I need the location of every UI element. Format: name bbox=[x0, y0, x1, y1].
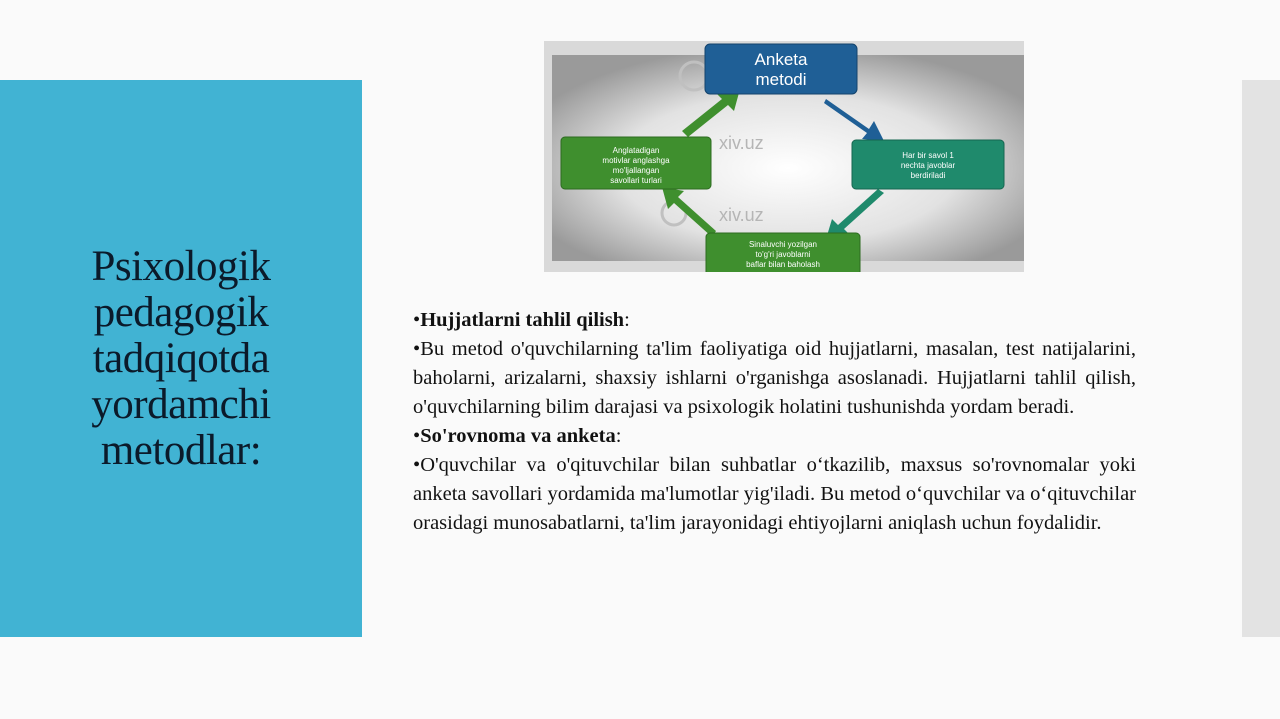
bottom-box-line1: Sinaluvchi yozilgan bbox=[748, 240, 818, 249]
item2-paragraph: •O'quvchilar va o'qituvchilar bilan suhbatlar o‘tkazilib, maxsus so'rovnomalar yoki anketa savollari yordamida ma'lumotlar yig'iladi. Bu metod o‘quvchilar va o‘qituvchilar orasidagi munosabatlarni, ta'lim jarayonidagi ehtiyojlarni aniqlash uchun foydalidir. bbox=[413, 454, 1136, 534]
item2-heading-line: •So'rovnoma va anketa: bbox=[413, 425, 622, 447]
content-text bbox=[413, 306, 1136, 538]
item2-heading: So'rovnoma va anketa bbox=[420, 425, 616, 447]
right-box-line3: berdiriladi bbox=[910, 171, 946, 180]
right-box-line1: Har bir savol 1 bbox=[902, 151, 954, 160]
item2-text: O'quvchilar va o'qituvchilar bilan suhbatlar o‘tkazilib, maxsus so'rovnomalar yoki anketa savollari yordamida ma'lumotlar yig'iladi. Bu metod o‘quvchilar va o‘qituvchilar orasidagi munosabatlarni, ta'lim jarayonidagi ehtiyojlarni aniqlash uchun foydalidir. bbox=[413, 454, 1136, 534]
right-box-line2: nechta javoblar bbox=[900, 161, 956, 170]
right-side-strip bbox=[1242, 80, 1280, 637]
left-box-line2: motivlar anglashga bbox=[602, 156, 670, 165]
left-box-line3: mo'ljallangan bbox=[612, 166, 660, 175]
title-panel bbox=[0, 80, 362, 637]
item1-paragraph: •Bu metod o'quvchilarning ta'lim faoliyatiga oid hujjatlarni, masalan, test natijalarini, baholarni, arizalarni, shaxsiy ishlarni o'rganishga asoslanadi. Hujjatlarni tahlil qilish, o'quvchilarning bilim darajasi va psixologik holatini tushunishda yordam beradi. bbox=[413, 338, 1136, 418]
bottom-box-line2: to'g'ri javoblarni bbox=[755, 250, 811, 259]
watermark-text-2: xiv.uz bbox=[719, 205, 764, 225]
watermark-text-1: xiv.uz bbox=[719, 133, 764, 153]
left-box-line4: savollari turlari bbox=[610, 176, 662, 185]
item1-heading-line: •Hujjatlarni tahlil qilish: bbox=[413, 309, 630, 331]
center-label-line2: metodi bbox=[755, 70, 807, 89]
center-label-line1: Anketa bbox=[754, 50, 808, 69]
item1-heading: Hujjatlarni tahlil qilish bbox=[420, 309, 625, 331]
anketa-metodi-diagram bbox=[544, 41, 1024, 272]
bottom-box-line3: baflar bilan baholash bbox=[746, 260, 820, 269]
item1-text: Bu metod o'quvchilarning ta'lim faoliyatiga oid hujjatlarni, masalan, test natijalarini, baholarni, arizalarni, shaxsiy ishlarni o'rganishga asoslanadi. Hujjatlarni tahlil qilish, o'quvchilarning bilim darajasi va psixologik holatini tushunishda yordam beradi. bbox=[413, 338, 1136, 418]
slide-title: Psixologik pedagogik tadqiqotda yordamchi metodlar: bbox=[91, 242, 271, 474]
left-box-line1: Anglatadigan bbox=[612, 146, 660, 155]
